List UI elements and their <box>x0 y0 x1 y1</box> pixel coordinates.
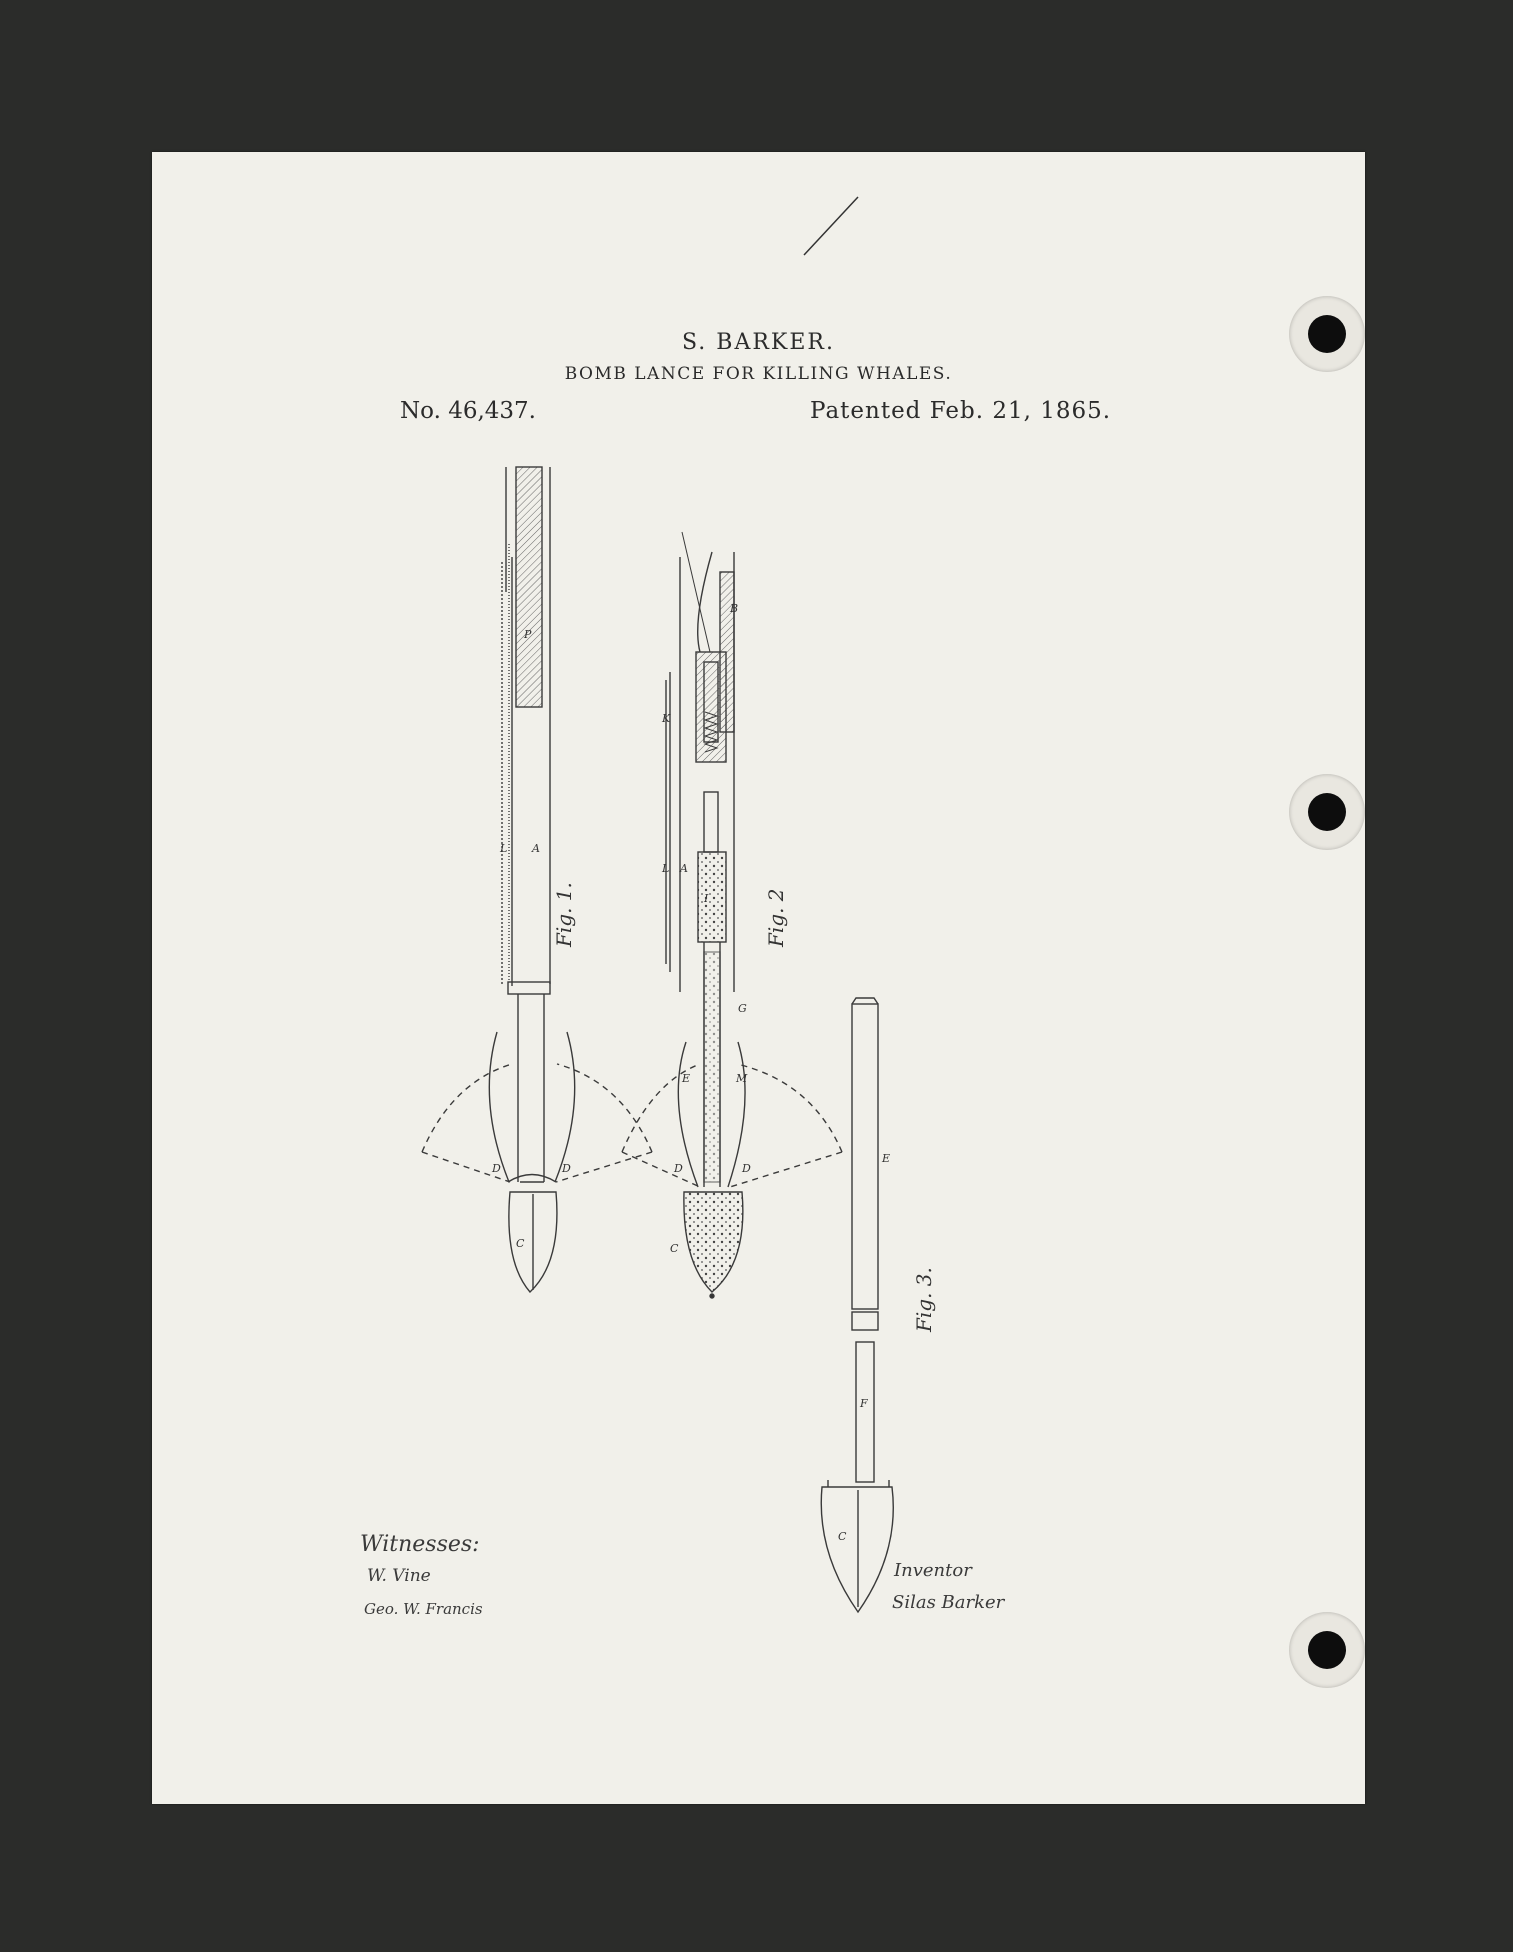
svg-text:C: C <box>516 1237 525 1250</box>
witness-1-signature: W. Vine <box>367 1566 431 1586</box>
patent-drawing <box>152 152 1365 1804</box>
svg-text:G: G <box>738 1002 747 1015</box>
witnesses-heading: Witnesses: <box>360 1532 480 1557</box>
figure-3-label: Fig. 3. <box>912 1267 936 1332</box>
svg-text:D: D <box>742 1162 751 1175</box>
patent-number: No. 46,437. <box>400 398 536 424</box>
svg-text:L: L <box>662 862 670 875</box>
svg-text:A: A <box>680 862 688 875</box>
inventor-name: S. BARKER. <box>682 330 835 355</box>
stray-mark <box>804 197 858 255</box>
patent-date: Patented Feb. 21, 1865. <box>810 398 1112 424</box>
patent-sheet <box>152 152 1365 1804</box>
figure-2-label: Fig. 2 <box>764 888 788 947</box>
figure-1-label: Fig. 1. <box>552 882 576 947</box>
svg-text:E: E <box>882 1152 891 1165</box>
svg-text:K: K <box>662 712 671 725</box>
svg-text:C: C <box>670 1242 679 1255</box>
svg-text:D: D <box>492 1162 501 1175</box>
inventor-signature: Silas Barker <box>892 1592 1005 1613</box>
figure-1-drawing <box>422 467 652 1292</box>
svg-text:D: D <box>674 1162 683 1175</box>
svg-text:M: M <box>736 1072 748 1085</box>
svg-text:E: E <box>682 1072 691 1085</box>
svg-text:D: D <box>562 1162 571 1175</box>
witness-2-signature: Geo. W. Francis <box>364 1600 483 1618</box>
figure-2-drawing <box>622 532 842 1298</box>
patent-subject: BOMB LANCE FOR KILLING WHALES. <box>564 364 953 384</box>
svg-text:C: C <box>838 1530 847 1543</box>
svg-text:A: A <box>532 842 540 855</box>
figure-3-drawing <box>821 998 893 1612</box>
svg-text:B: B <box>730 602 739 615</box>
inventor-heading: Inventor <box>894 1560 972 1581</box>
svg-text:P: P <box>524 628 532 641</box>
svg-text:L: L <box>500 842 508 855</box>
svg-text:I: I <box>704 892 709 905</box>
svg-text:F: F <box>860 1397 868 1410</box>
